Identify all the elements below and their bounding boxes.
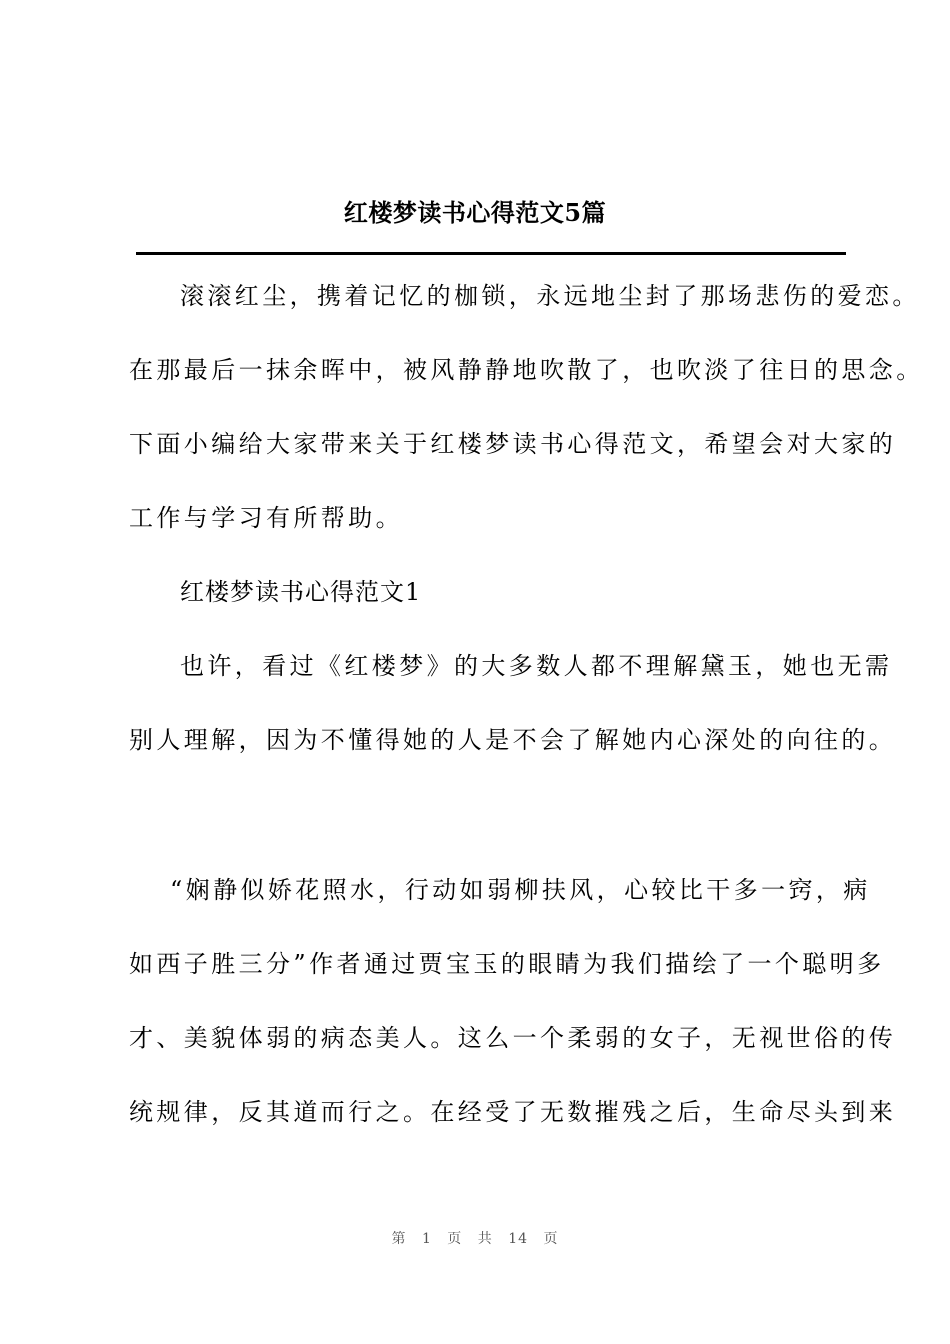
paragraph-line: 也许，看过《红楼梦》的大多数人都不理解黛玉，她也无需 xyxy=(180,652,893,680)
paragraph-line: 工作与学习有所帮助。 xyxy=(129,504,403,532)
paragraph-line: 下面小编给大家带来关于红楼梦读书心得范文，希望会对大家的 xyxy=(129,430,897,458)
title-rule xyxy=(136,252,846,255)
paragraph-line: 滚滚红尘，携着记忆的枷锁，永远地尘封了那场悲伤的爱恋。 xyxy=(180,282,920,310)
page-number-footer: 第 1 页 共 14 页 xyxy=(391,1231,559,1247)
paragraph-line: 才、美貌体弱的病态美人。这么一个柔弱的女子，无视世俗的传 xyxy=(129,1024,897,1052)
paragraph-line: 统规律，反其道而行之。在经受了无数摧残之后，生命尽头到来 xyxy=(129,1098,897,1126)
paragraph-line: 如西子胜三分”作者通过贾宝玉的眼睛为我们描绘了一个聪明多 xyxy=(129,950,885,978)
section-heading: 红楼梦读书心得范文1 xyxy=(180,578,422,606)
document-title: 红楼梦读书心得范文5篇 xyxy=(343,198,607,227)
paragraph-line: “娴静似娇花照水，行动如弱柳扶风，心较比干多一窍，病 xyxy=(170,876,871,904)
paragraph-line: 别人理解，因为不懂得她的人是不会了解她内心深处的向往的。 xyxy=(129,726,897,754)
paragraph-line: 在那最后一抹余晖中，被风静静地吹散了，也吹淡了往日的思念。 xyxy=(129,356,924,384)
